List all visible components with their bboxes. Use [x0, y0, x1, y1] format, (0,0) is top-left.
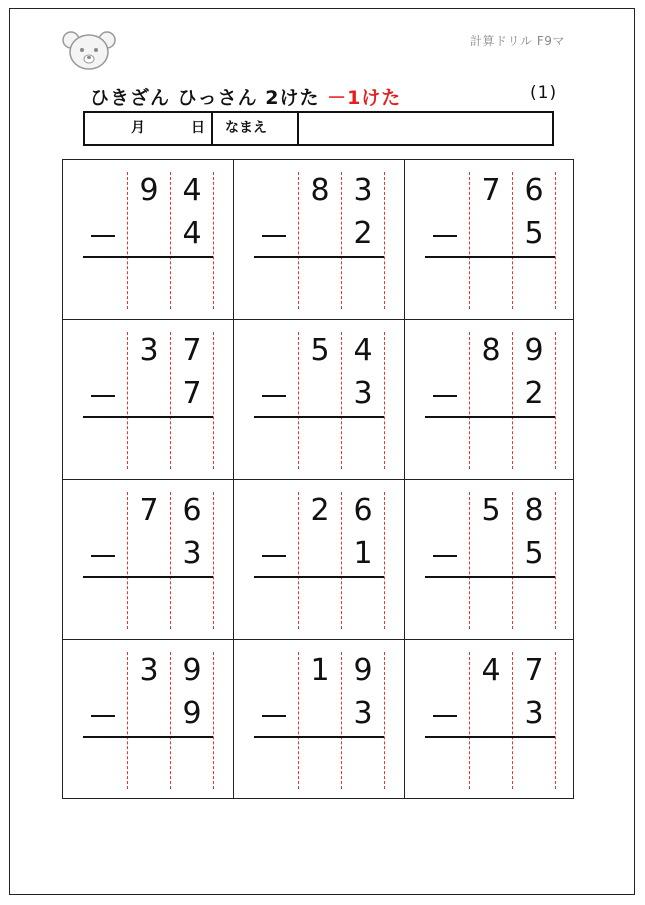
- answer-line: [83, 256, 213, 258]
- minuend-tens-digit: 5: [310, 333, 330, 368]
- answer-line: [425, 576, 555, 578]
- answer-line: [83, 576, 213, 578]
- column-guide-line: [384, 332, 385, 469]
- page-title: [90, 83, 570, 110]
- problem-cell: [63, 640, 234, 800]
- sheet-number: (1): [530, 83, 558, 103]
- minuend-tens-digit: 4: [481, 653, 501, 688]
- answer-line: [425, 256, 555, 258]
- answer-area[interactable]: [298, 580, 384, 628]
- minus-sign: [433, 555, 457, 557]
- bar-divider: [297, 113, 299, 144]
- minus-sign: [433, 715, 457, 717]
- brand-label: 計算ドリル F9マ: [470, 34, 565, 48]
- subtrahend-digit: 1: [353, 536, 373, 571]
- subtrahend-digit: 5: [524, 216, 544, 251]
- subtrahend-digit: 9: [182, 696, 202, 731]
- answer-area[interactable]: [127, 580, 213, 628]
- minus-sign: [91, 555, 115, 557]
- subtrahend-digit: 4: [182, 216, 202, 251]
- minus-sign: [433, 235, 457, 237]
- subtrahend-digit: 3: [524, 696, 544, 731]
- column-guide-line: [384, 172, 385, 309]
- answer-line: [83, 416, 213, 418]
- minuend-tens-digit: 9: [139, 173, 159, 208]
- answer-area[interactable]: [469, 740, 555, 788]
- minuend-ones-digit: 9: [524, 333, 544, 368]
- minuend-ones-digit: 9: [353, 653, 373, 688]
- minuend-ones-digit: 4: [353, 333, 373, 368]
- problem-cell: [405, 320, 576, 480]
- minus-sign: [91, 715, 115, 717]
- answer-line: [254, 576, 384, 578]
- column-guide-line: [213, 652, 214, 789]
- name-date-bar: [83, 111, 554, 146]
- subtrahend-digit: 3: [353, 696, 373, 731]
- title-accent: －1けた: [327, 87, 402, 109]
- bear-face-icon: [62, 30, 116, 72]
- answer-area[interactable]: [298, 740, 384, 788]
- problem-cell: [234, 320, 405, 480]
- subtrahend-digit: 7: [182, 376, 202, 411]
- month-label: 月: [131, 120, 145, 136]
- minuend-ones-digit: 6: [353, 493, 373, 528]
- minuend-tens-digit: 1: [310, 653, 330, 688]
- answer-line: [83, 736, 213, 738]
- column-guide-line: [213, 332, 214, 469]
- problem-cell: [63, 480, 234, 640]
- minuend-tens-digit: 8: [310, 173, 330, 208]
- column-guide-line: [213, 492, 214, 629]
- day-label: 日: [191, 120, 205, 136]
- answer-area[interactable]: [298, 260, 384, 308]
- column-guide-line: [555, 172, 556, 309]
- problem-cell: [234, 160, 405, 320]
- minuend-ones-digit: 7: [182, 333, 202, 368]
- minus-sign: [262, 235, 286, 237]
- answer-area[interactable]: [127, 260, 213, 308]
- minuend-tens-digit: 8: [481, 333, 501, 368]
- answer-area[interactable]: [127, 420, 213, 468]
- minus-sign: [262, 555, 286, 557]
- minuend-ones-digit: 9: [182, 653, 202, 688]
- answer-line: [254, 416, 384, 418]
- title-main: ひきざん ひっさん 2けた: [90, 87, 320, 109]
- problem-cell: [405, 160, 576, 320]
- problem-cell: [405, 640, 576, 800]
- subtrahend-digit: 2: [353, 216, 373, 251]
- minuend-tens-digit: 3: [139, 653, 159, 688]
- minus-sign: [433, 395, 457, 397]
- minus-sign: [91, 235, 115, 237]
- problem-cell: [234, 640, 405, 800]
- minus-sign: [262, 395, 286, 397]
- answer-area[interactable]: [469, 260, 555, 308]
- answer-area[interactable]: [469, 580, 555, 628]
- minuend-tens-digit: 7: [139, 493, 159, 528]
- minuend-ones-digit: 8: [524, 493, 544, 528]
- problem-cell: [234, 480, 405, 640]
- minuend-tens-digit: 7: [481, 173, 501, 208]
- subtrahend-digit: 5: [524, 536, 544, 571]
- column-guide-line: [384, 652, 385, 789]
- subtrahend-digit: 3: [353, 376, 373, 411]
- subtrahend-digit: 2: [524, 376, 544, 411]
- minuend-ones-digit: 4: [182, 173, 202, 208]
- answer-line: [254, 256, 384, 258]
- subtrahend-digit: 3: [182, 536, 202, 571]
- answer-line: [254, 736, 384, 738]
- minuend-tens-digit: 2: [310, 493, 330, 528]
- minuend-tens-digit: 5: [481, 493, 501, 528]
- answer-area[interactable]: [469, 420, 555, 468]
- minuend-ones-digit: 3: [353, 173, 373, 208]
- minuend-ones-digit: 6: [524, 173, 544, 208]
- column-guide-line: [555, 652, 556, 789]
- column-guide-line: [213, 172, 214, 309]
- column-guide-line: [555, 332, 556, 469]
- problem-cell: [63, 160, 234, 320]
- problem-cell: [405, 480, 576, 640]
- column-guide-line: [555, 492, 556, 629]
- answer-line: [425, 736, 555, 738]
- name-label: なまえ: [225, 120, 267, 136]
- answer-area[interactable]: [298, 420, 384, 468]
- answer-area[interactable]: [127, 740, 213, 788]
- bar-divider: [211, 113, 213, 144]
- answer-line: [425, 416, 555, 418]
- column-guide-line: [384, 492, 385, 629]
- minuend-ones-digit: 6: [182, 493, 202, 528]
- minuend-ones-digit: 7: [524, 653, 544, 688]
- minuend-tens-digit: 3: [139, 333, 159, 368]
- problem-grid: [62, 159, 574, 799]
- minus-sign: [262, 715, 286, 717]
- problem-cell: [63, 320, 234, 480]
- minus-sign: [91, 395, 115, 397]
